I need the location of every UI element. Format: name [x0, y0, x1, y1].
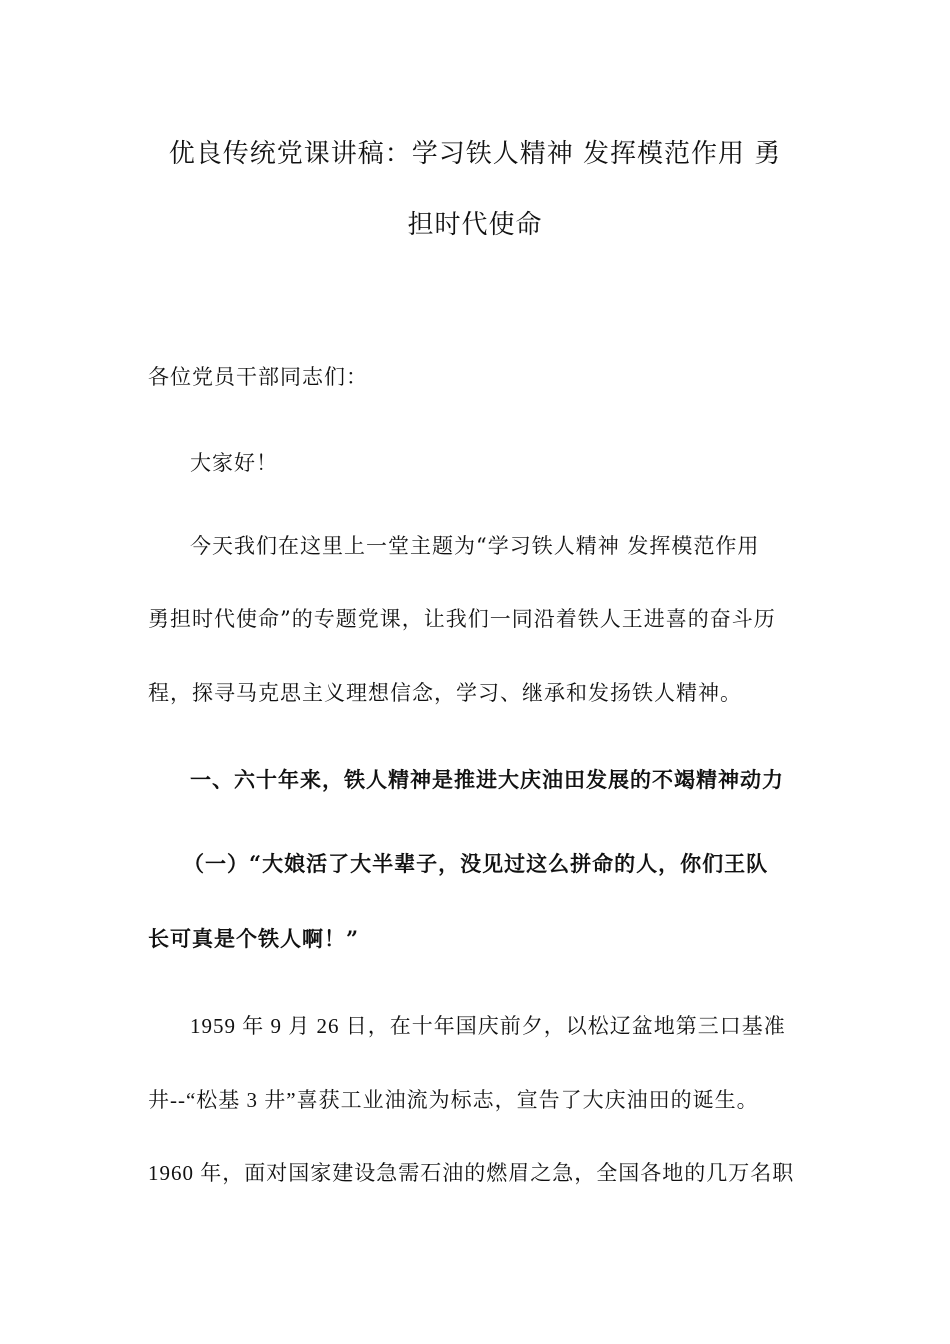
subsection-heading-1-line-2: 长可真是个铁人啊！”: [148, 926, 360, 951]
document-title-line-2: 担时代使命: [407, 210, 543, 240]
salutation: 各位党员干部同志们：: [148, 365, 368, 389]
subsection-heading-1-line-1: （一）“大娘活了大半辈子，没见过这么拼命的人，你们王队: [183, 851, 769, 876]
section-heading-1: 一、六十年来，铁人精神是推进大庆油田发展的不竭精神动力: [190, 767, 784, 792]
intro-line-2: 勇担时代使命”的专题党课，让我们一同沿着铁人王进喜的奋斗历: [148, 607, 776, 631]
body-line-1: 1959 年 9 月 26 日，在十年国庆前夕，以松辽盆地第三口基准: [190, 1014, 786, 1038]
body-line-3: 1960 年，面对国家建设急需石油的燃眉之急，全国各地的几万名职: [148, 1161, 795, 1185]
document-title-line-1: 优良传统党课讲稿：学习铁人精神 发挥模范作用 勇: [168, 139, 782, 169]
body-line-2: 井--“松基 3 井”喜获工业油流为标志，宣告了大庆油田的诞生。: [148, 1088, 759, 1112]
greeting: 大家好！: [190, 451, 278, 475]
intro-line-1: 今天我们在这里上一堂主题为“学习铁人精神 发挥模范作用: [190, 534, 760, 558]
intro-line-3: 程，探寻马克思主义理想信念，学习、继承和发扬铁人精神。: [148, 681, 742, 705]
